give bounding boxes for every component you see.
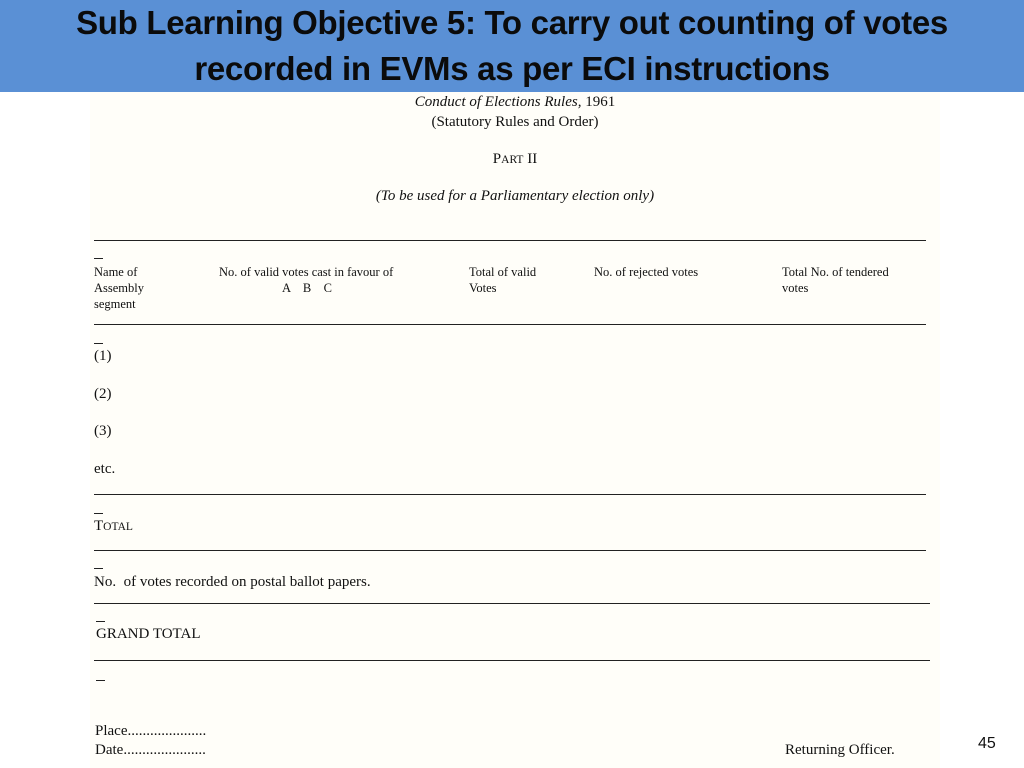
col-assembly-segment: Name of Assembly segment <box>94 265 144 311</box>
rules-title: Conduct of Elections Rules, <box>414 94 582 110</box>
title-bar <box>0 0 1024 92</box>
row-etc: etc. <box>94 461 116 477</box>
place-field: Place..................... <box>95 723 207 739</box>
divider-dash <box>94 258 103 259</box>
part-heading: PART II <box>492 151 538 167</box>
divider-line <box>94 240 926 241</box>
total-label: TOTAL <box>94 518 133 534</box>
divider-line <box>94 603 930 604</box>
divider-dash <box>94 568 103 569</box>
slide-title-line1: Sub Learning Objective 5: To carry out counting of votes <box>76 4 948 41</box>
date-field: Date...................... <box>95 742 206 758</box>
rules-heading <box>90 94 940 111</box>
col-valid-votes: No. of valid votes cast in favour of <box>219 265 394 279</box>
row-1: (1) <box>94 348 112 364</box>
slide-title-line2: recorded in EVMs as per ECI instructions <box>194 50 830 87</box>
row-3: (3) <box>94 423 112 439</box>
divider-dash <box>96 680 105 681</box>
divider-line <box>94 494 926 495</box>
col-tendered-votes: Total No. of tendered votes <box>782 265 889 295</box>
divider-dash <box>96 621 105 622</box>
grand-total-label: GRAND TOTAL <box>96 626 201 642</box>
col-total-valid: Total of valid Votes <box>469 265 537 295</box>
divider-dash <box>94 513 103 514</box>
row-2: (2) <box>94 386 112 402</box>
divider-line <box>94 324 926 325</box>
divider-dash <box>94 343 103 344</box>
col-rejected-votes: No. of rejected votes <box>594 265 699 279</box>
rules-year: 1961 <box>581 94 616 110</box>
page-number: 45 <box>978 735 996 752</box>
form-document <box>90 92 940 768</box>
rules-subtitle: (Statutory Rules and Order) <box>431 114 599 130</box>
divider-line <box>94 550 926 551</box>
postal-votes-label: No. of votes recorded on postal ballot papers. <box>94 574 371 590</box>
col-candidates: A B C <box>282 281 333 295</box>
returning-officer-signature: Returning Officer. <box>785 742 895 758</box>
slide-title <box>0 0 1024 92</box>
usage-note: (To be used for a Parliamentary election only) <box>375 188 655 204</box>
divider-line <box>94 660 930 661</box>
